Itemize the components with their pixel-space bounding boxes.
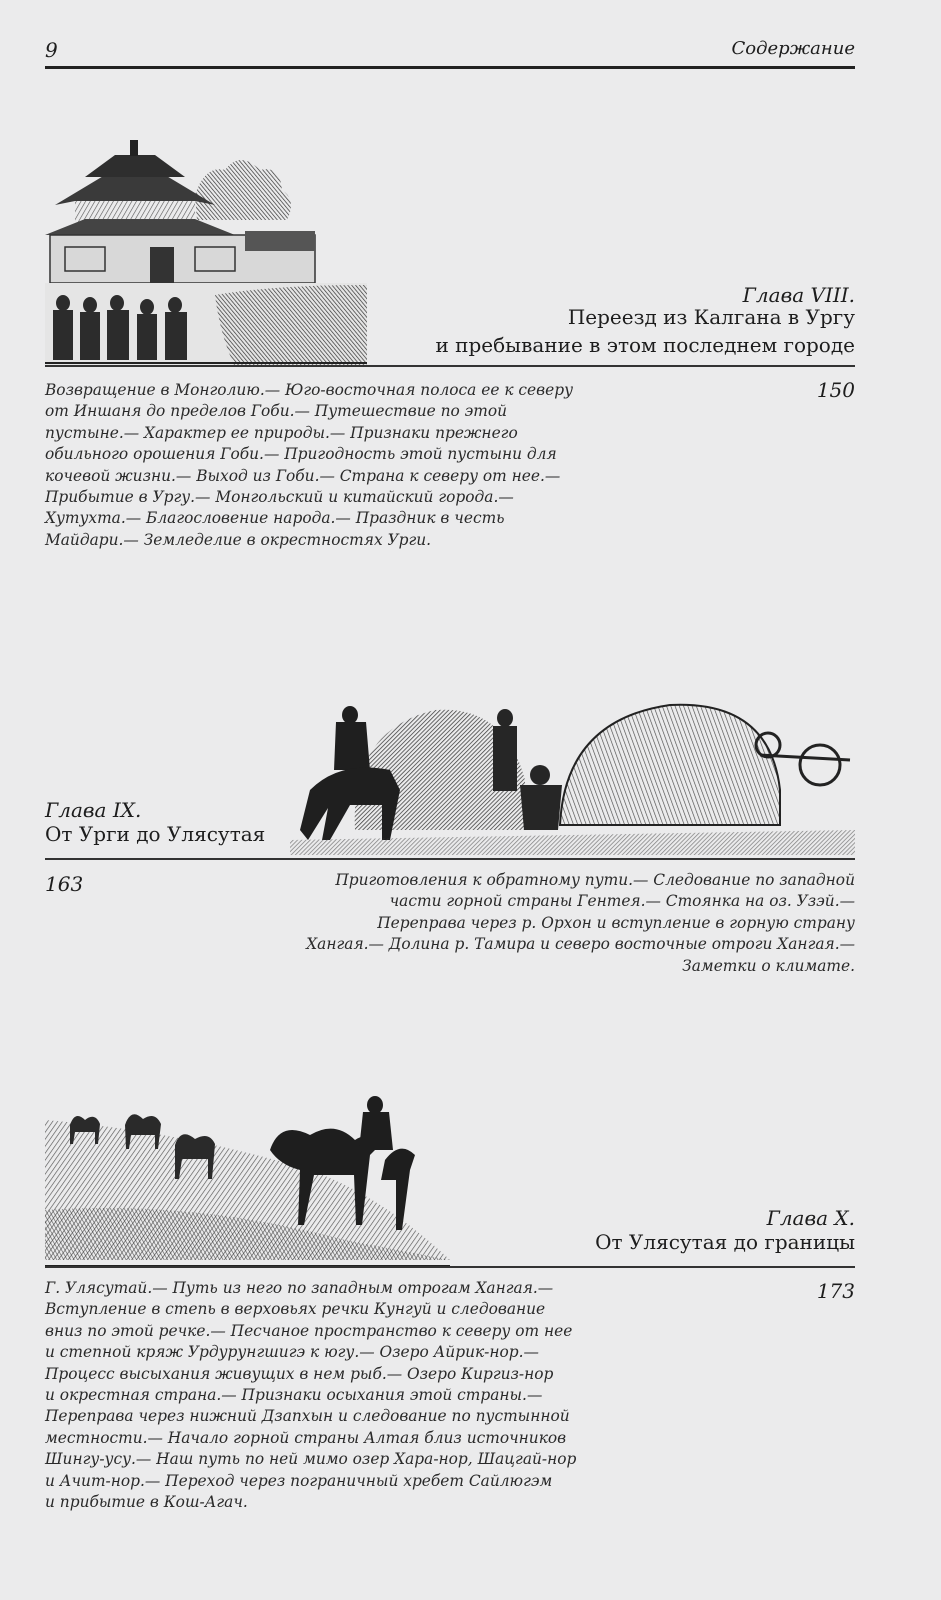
running-head (45, 32, 855, 62)
summary-line: Переправа через р. Орхон и вступление в горную страну (377, 913, 855, 932)
summary-line: Хангая.— Долина р. Тамира и северо восточные отроги Хангая.— (306, 935, 855, 954)
summary-line: и окрестная страна.— Признаки осыхания этой страны.— (45, 1386, 543, 1405)
summary-line: местности.— Начало горной страны Алтая близ источников (45, 1428, 567, 1447)
summary-line: Заметки о климате. (682, 956, 855, 975)
summary-line: Майдари.— Земледелие в окрестностях Урги. (45, 530, 432, 549)
chapter-10-title-line-1: От Улясутая до границы (595, 1230, 855, 1254)
caravan-illustration (45, 1090, 450, 1270)
chapter-10-label: Глава X. (766, 1206, 855, 1230)
summary-line: Переправа через нижний Дзапхын и следование по пустынной (45, 1407, 570, 1426)
chapter-10-rule (45, 1266, 855, 1268)
chapter-8-title-line-1: Переезд из Калгана в Ургу (567, 305, 855, 329)
summary-line: Г. Улясутай.— Путь из него по западным отрогам Хангая.— (45, 1279, 554, 1297)
chapter-9-summary (306, 870, 855, 977)
summary-line: и прибытие в Кош-Агач. (45, 1493, 248, 1512)
summary-line: и степной кряж Урдурунгшигэ к югу.— Озеро Айрик-нор.— (45, 1343, 539, 1362)
summary-line: Вступление в степь в верховьях речки Кунгуй и следование (45, 1300, 546, 1319)
summary-line: и Ачит-нор.— Переход через пограничный хребет Сайлюгэм (45, 1471, 553, 1490)
page-number: 9 (45, 38, 58, 62)
header-rule (45, 66, 855, 69)
chapter-8-summary (45, 380, 573, 551)
chapter-8-rule (45, 365, 855, 367)
summary-line: Шингу-усу.— Наш путь по ней мимо озер Хара-нор, Шацгай-нор (45, 1450, 577, 1469)
chapter-9-label: Глава IX. (45, 798, 142, 822)
summary-line: Возвращение в Монголию.— Юго-восточная полоса ее к северу (45, 381, 573, 399)
chapter-8-label: Глава VIII. (742, 283, 855, 307)
summary-line: кочевой жизни.— Выход из Гоби.— Страна к северу от нее.— (45, 466, 561, 485)
running-title: Содержание (731, 38, 855, 59)
summary-line: Процесс высыхания живущих в нем рыб.— Озеро Киргиз-нор (45, 1364, 554, 1383)
chapter-10-page: 173 (816, 1279, 855, 1303)
summary-line: пустыне.— Характер ее природы.— Признаки прежнего (45, 423, 518, 442)
summary-line: части горной страны Гентея.— Стоянка на оз. Узэй.— (389, 892, 855, 911)
yurt-illustration (290, 690, 855, 860)
summary-line: Приготовления к обратному пути.— Следование по западной (335, 871, 855, 889)
chapter-9-page: 163 (45, 872, 84, 896)
chapter-9-title-line-1: От Урги до Улясутая (45, 822, 266, 846)
summary-line: от Иншаня до пределов Гоби.— Путешествие по этой (45, 402, 508, 421)
chapter-8-title-line-2: и пребывание в этом последнем городе (435, 333, 855, 357)
chapter-9-rule (45, 858, 855, 860)
summary-line: Хутухта.— Благословение народа.— Праздник в честь (45, 509, 505, 528)
summary-line: Прибытие в Ургу.— Монгольский и китайский города.— (45, 488, 514, 507)
summary-line: обильного орошения Гоби.— Пригодность этой пустыни для (45, 445, 557, 464)
summary-line: вниз по этой речке.— Песчаное пространство к северу от нее (45, 1321, 573, 1340)
temple-illustration (45, 135, 367, 367)
chapter-8-page: 150 (816, 378, 855, 402)
chapter-10-summary (45, 1278, 576, 1513)
